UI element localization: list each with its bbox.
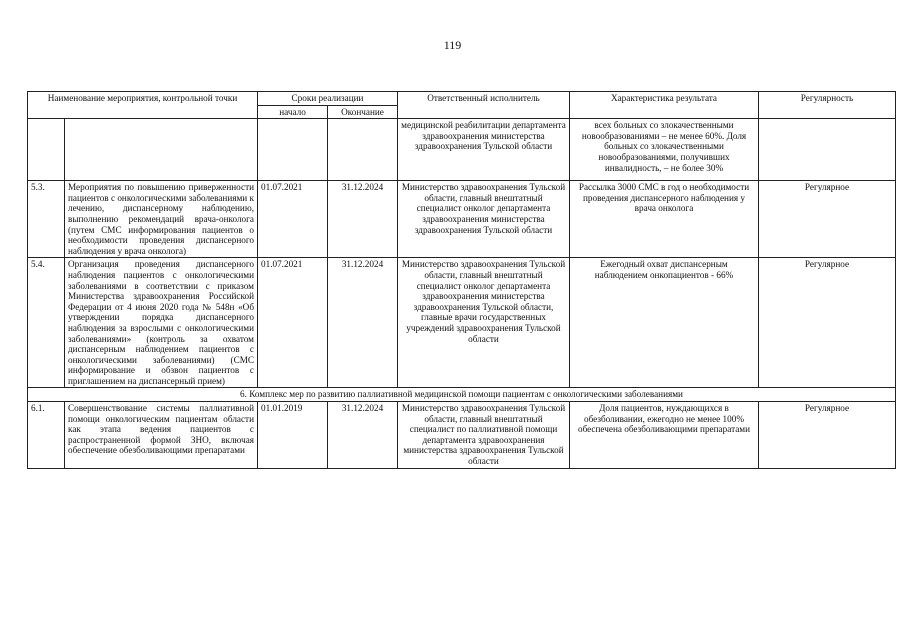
table-row bbox=[28, 181, 896, 258]
header-start: начало bbox=[258, 105, 328, 119]
row-name: Мероприятия по повышению приверженности пациентов с онкологическими заболеваниями к лечению, диспансерному наблюдению, выполнению рекомендаций врача-онколога (путем СМС информирования пациентов о необходимости проведения диспансерного наблюдения у врача онколога) bbox=[65, 181, 258, 258]
row-result: Рассылка 3000 СМС в год о необходимости проведения диспансерного наблюдения у врача онколога bbox=[570, 181, 759, 258]
row-responsible: Министерство здравоохранения Тульской области, главный внештатный специалист по паллиативной помощи департамента здравоохранения министерства здравоохранения Тульской области bbox=[398, 402, 570, 469]
row-responsible: Министерство здравоохранения Тульской области, главный внештатный специалист онколог департамента здравоохранения министерства здравоохранения Тульской области, главные врачи государственных учреждений здравоохранения Тульской области bbox=[398, 258, 570, 388]
row-num bbox=[28, 119, 65, 181]
row-result: Доля пациентов, нуждающихся в обезболивании, ежегодно не менее 100% обеспечена обезболивающими препаратами bbox=[570, 402, 759, 469]
row-end: 31.12.2024 bbox=[328, 258, 398, 388]
row-start: 01.07.2021 bbox=[258, 181, 328, 258]
row-regularity: Регулярное bbox=[759, 258, 896, 388]
row-num: 5.3. bbox=[28, 181, 65, 258]
header-terms: Сроки реализации bbox=[258, 92, 398, 106]
header-result: Характеристика результата bbox=[570, 92, 759, 119]
row-end: 31.12.2024 bbox=[328, 402, 398, 469]
row-start bbox=[258, 119, 328, 181]
header-end: Окончание bbox=[328, 105, 398, 119]
measures-table bbox=[27, 91, 896, 469]
row-regularity: Регулярное bbox=[759, 181, 896, 258]
row-result: всех больных со злокачественными новообразованиями – не менее 60%. Доля больных со злокачественными новообразованиями, получивших инвалидность, – не более 30% bbox=[570, 119, 759, 181]
row-responsible: Министерство здравоохранения Тульской области, главный внештатный специалист онколог департамента здравоохранения министерства здравоохранения Тульской области bbox=[398, 181, 570, 258]
row-result: Ежегодный охват диспансерным наблюдением онкопациентов - 66% bbox=[570, 258, 759, 388]
row-name: Организация проведения диспансерного наблюдения пациентов с онкологическими заболеваниями в соответствии с приказом Министерства здравоохранения Российской Федерации от 4 июня 2020 года № 548н «Об утверждении порядка диспансерного наблюдения за взрослыми с онкологическими заболеваниями» (контроль за охватом диспансерным наблюдением пациентов с онкологическими заболеваниями) (СМС информирование и обзвон пациентов с приглашением на диспансерный прием) bbox=[65, 258, 258, 388]
row-num: 6.1. bbox=[28, 402, 65, 469]
header-responsible: Ответственный исполнитель bbox=[398, 92, 570, 119]
page-number: 119 bbox=[443, 38, 462, 52]
row-regularity: Регулярное bbox=[759, 402, 896, 469]
row-name: Совершенствование системы паллиативной помощи онкологическим пациентам области как этапа ведения пациентов с распространенной формой ЗНО, включая обеспечение обезболивающими препаратами bbox=[65, 402, 258, 469]
row-responsible: медицинской реабилитации департамента здравоохранения министерства здравоохранения Тульской области bbox=[398, 119, 570, 181]
section-header-row bbox=[28, 388, 896, 402]
section-title: 6. Комплекс мер по развитию паллиативной медицинской помощи пациентам с онкологическими заболеваниями bbox=[28, 388, 896, 402]
header-regularity: Регулярность bbox=[759, 92, 896, 119]
row-end bbox=[328, 119, 398, 181]
header-name: Наименование мероприятия, контрольной точки bbox=[28, 92, 258, 119]
row-num: 5.4. bbox=[28, 258, 65, 388]
row-name bbox=[65, 119, 258, 181]
header-row bbox=[28, 92, 896, 106]
table-row bbox=[28, 258, 896, 388]
row-end: 31.12.2024 bbox=[328, 181, 398, 258]
row-start: 01.07.2021 bbox=[258, 258, 328, 388]
row-regularity bbox=[759, 119, 896, 181]
table-row bbox=[28, 402, 896, 469]
row-start: 01.01.2019 bbox=[258, 402, 328, 469]
table-row bbox=[28, 119, 896, 181]
